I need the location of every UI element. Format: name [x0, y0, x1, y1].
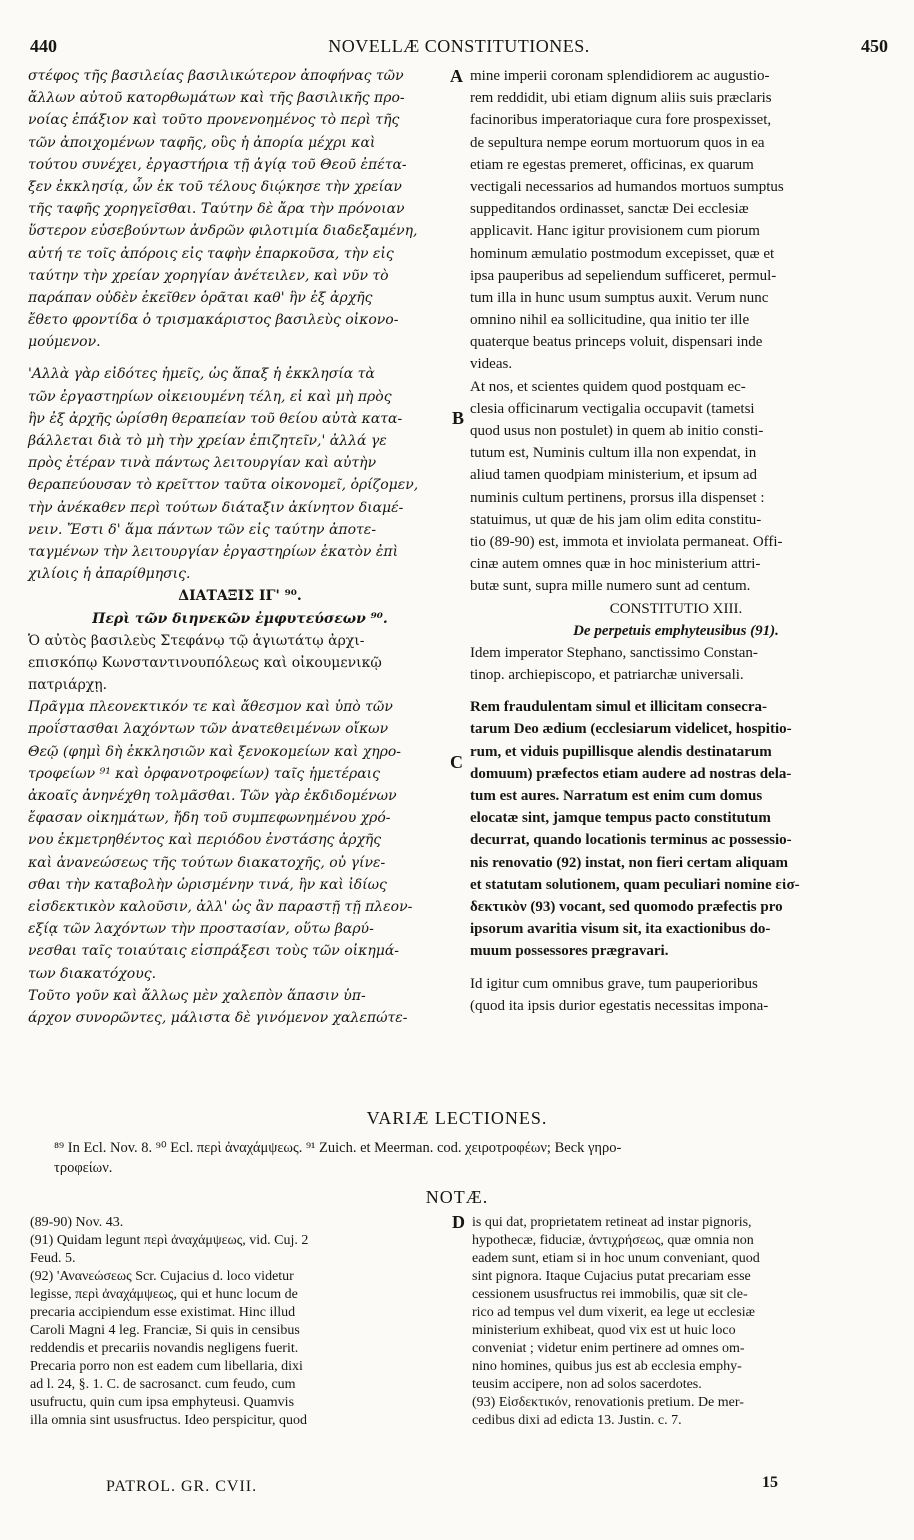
- text-line: applicavit. Hanc igitur provisionem cum piorum: [470, 223, 760, 240]
- text-line: tinop. archiepiscopo, et patriarchæ universali.: [470, 667, 744, 684]
- footer-gathering-number: 15: [762, 1474, 778, 1491]
- text-line: conveniat ; videtur enim pertinere ad omnes om-: [472, 1341, 745, 1356]
- text-line: εξίᾳ τῶν λαχόντων τὴν προστασίαν, οὕτω βαρύ-: [28, 921, 374, 938]
- page-number-right: 450: [861, 36, 888, 56]
- text-line: cedibus dixi ad edicta 13. Justin. c. 7.: [472, 1413, 682, 1428]
- text-line: quod usus non postulet) in quem ab initio consti-: [470, 423, 764, 439]
- text-line: τροφείων ⁹¹ καὶ ὀρφανοτροφείων) ταῖς ἡμετέραις: [28, 765, 380, 782]
- text-line: decurrat, quando locationis terminus ac possessio-: [470, 832, 792, 849]
- text-line: ministerium exhibeat, quod vix est ut huic loco: [472, 1323, 736, 1338]
- text-line: Ὁ αὐτὸς βασιλεὺς Στεφάνῳ τῷ ἁγιωτάτῳ ἀρχι-: [28, 632, 365, 649]
- text-line: muum possessores prægravari.: [470, 943, 669, 960]
- text-line: facinoribus imperatoriaque cura fore prospexisset,: [470, 112, 772, 129]
- page-number-left: 440: [30, 36, 57, 56]
- text-line: hypothecæ, fiduciæ, ἀντιχρήσεως, quæ omnia non: [472, 1233, 754, 1248]
- text-line: δεκτικὸν (93) vocant, sed quomodo præfectis pro: [470, 898, 783, 915]
- text-line: μούμενον.: [28, 334, 101, 351]
- text-line: Precaria porro non est eadem cum libellaria, dixi: [30, 1359, 303, 1374]
- text-line: ΔΙΑΤΑΞΙΣ ΙΓ' ⁹⁰.: [178, 588, 302, 605]
- text-line: καὶ ἀνανεώσεως τῆς τούτων διακατοχῆς, οὐ γίνε-: [28, 854, 386, 871]
- text-line: cessionem ususfructus rei immobilis, quæ sit cle-: [472, 1287, 748, 1302]
- text-line: (89-90) Nov. 43.: [30, 1215, 124, 1230]
- text-line: reddendis et precariis novandis negligens fuerit.: [30, 1341, 299, 1356]
- text-line: εἰσδεκτικὸν καλοῦσιν, ἀλλ' ὡς ἂν παραστῇ τῇ πλεον-: [28, 898, 413, 915]
- notae-right-column: [472, 1214, 884, 1430]
- text-line: Idem imperator Stephano, sanctissimo Constan-: [470, 644, 758, 661]
- text-line: θεραπεύουσαν τὸ κρεῖττον ταῦτα οἰκονομεῖ, ὁρίζομεν,: [28, 477, 419, 494]
- text-line: mine imperii coronam splendidiorem ac augustio-: [470, 68, 770, 84]
- text-line: vectigali necessarios ad humandos mortuos sumptus: [470, 178, 784, 195]
- text-line: sint pignora. Itaque Cujacius putat precariam esse: [472, 1269, 751, 1284]
- text-line: Περὶ τῶν διηνεκῶν ἐμφυτεύσεων ⁹⁰.: [92, 610, 388, 627]
- text-line: Πρᾶγμα πλεονεκτικόν τε καὶ ἄθεσμον καὶ ὑπὸ τῶν: [28, 699, 393, 716]
- text-line: videas.: [470, 356, 513, 373]
- text-line: ⁸⁹ In Ecl. Nov. 8. ⁹⁰ Ecl. περὶ ἀναχάμψεως. ⁹¹ Zuich. et Meerman. cod. χειροτροφέων; Beck γηρο-: [54, 1140, 622, 1156]
- text-line: ipsorum avaritia visum sit, ita exactionibus do-: [470, 921, 771, 938]
- text-line: νοίας ἐπάξιον καὶ τοῦτο προνενοημένος τὸ περὶ τῆς: [28, 112, 400, 129]
- text-line: (91) Quidam legunt περὶ ἀναχάμψεως, vid. Cuj. 2: [30, 1233, 309, 1248]
- text-line: νου ἐκμετρηθέντος καὶ περιόδου ἐνστάσης ἀρχῆς: [28, 832, 382, 849]
- text-line: νεσθαι ταῖς τοιαύταις εἰσπράξεσι τοὺς τῶν οἰκημά-: [28, 943, 400, 960]
- text-line: omnino nihil ea sollicitudine, qua initio ter ille: [470, 312, 750, 329]
- text-line: των διακατόχους.: [28, 965, 157, 982]
- text-line: At nos, et scientes quidem quod postquam ec-: [470, 378, 746, 395]
- text-line: χιλίοις ἡ ἀπαρίθμησις.: [28, 566, 191, 583]
- text-line: πατριάρχῃ.: [28, 677, 108, 694]
- text-line: τούτου συνέχει, ἐργαστήρια τῇ ἁγίᾳ τοῦ Θεοῦ ἐπέτα-: [28, 156, 407, 173]
- text-line: illa omnia sint ususfructus. Ideo perspicitur, quod: [30, 1413, 308, 1428]
- text-line: Rem fraudulentam simul et illicitam consecra-: [470, 699, 768, 716]
- text-line: παράπαν οὐδὲν ἐκεῖθεν ὁρᾶται καθ' ἣν ἐξ ἀρχῆς: [28, 289, 373, 306]
- text-line: tum est aures. Narratum est enim cum domus: [470, 788, 763, 804]
- text-line: domuum) præfectos etiam audere ad nostras dela-: [470, 765, 792, 782]
- text-line: (92) 'Ανανεώσεως Scr. Cujacius d. loco videtur: [30, 1269, 294, 1284]
- text-line: βάλλεται διὰ τὸ μὴ τὴν χρείαν ἐπιζητεῖν,' ἀλλά γε: [28, 433, 387, 449]
- text-line: Τοῦτο γοῦν καὶ ἄλλως μὲν χαλεπὸν ἅπασιν ὑπ-: [28, 987, 366, 1004]
- text-line: (93) Εἰσδεκτικόν, renovationis pretium. De mer-: [472, 1395, 744, 1410]
- text-line: nis renovatio (92) instat, non fieri certam aliquam: [470, 854, 789, 871]
- text-line: ad l. 24, §. 1. C. de sacrosanct. cum feudo, cum: [30, 1377, 296, 1392]
- text-line: ipsa pauperibus ad sepeliendum sufficeret, permul-: [470, 267, 777, 284]
- running-title: NOVELLÆ CONSTITUTIONES.: [328, 36, 590, 56]
- text-line: rico ad tempus vel dum vixerit, ea lege ut ecclesiæ: [472, 1305, 756, 1320]
- text-line: hominum æmulatio postmodum excepisset, quæ et: [470, 245, 775, 262]
- text-line: άρχον συνορῶντες, μάλιστα δὲ γινόμενον χαλεπώτε-: [28, 1009, 408, 1026]
- section-marker-a: A: [450, 66, 463, 86]
- text-line: επισκόπῳ Κωνσταντινουπόλεως καὶ οἰκουμενικῷ: [28, 654, 382, 671]
- text-line: de sepultura nempe eorum mortuorum quos in ea: [470, 134, 765, 151]
- text-line: ἔθετο φροντίδα ὁ τρισμακάριστος βασιλεὺς οἰκονο-: [28, 312, 399, 329]
- text-line: precaria accipiendum esse existimat. Hinc illud: [30, 1305, 296, 1320]
- text-line: rem reddidit, ubi etiam dignum aliis suis præclaris: [470, 90, 772, 107]
- text-line: butæ sunt, supra mille numero sunt ad centum.: [470, 578, 751, 595]
- text-line: tutum est, Numinis cultum illa non expendat, in: [470, 445, 757, 462]
- text-line: eadem sunt, etiam si in hoc unum conveniant, quod: [472, 1251, 760, 1266]
- text-line: στέφος τῆς βασιλείας βασιλικώτερον ἀποφήνας τῶν: [28, 68, 404, 84]
- text-line: ταγμένων τὴν λειτουργίαν ἐργαστηρίων ἑκατὸν ἐπὶ: [28, 543, 399, 560]
- text-line: Θεῷ (φημὶ δὴ ἐκκλησιῶν καὶ ξενοκομείων καὶ χηρο-: [28, 743, 402, 760]
- text-line: τῆς ταφῆς χορηγεῖσθαι. Ταύτην δὲ ἄρα τὴν πρόνοιαν: [28, 201, 405, 218]
- text-line: ταύτην τὴν χρείαν χορηγίαν ἀνέτειλεν, καὶ νῦν τὸ: [28, 267, 389, 284]
- text-line: etiam re egestas premeret, officinas, ex quarum: [470, 156, 754, 173]
- text-line: ὕστερον εὐσεβούντων ἀνδρῶν φιλοτιμία διαδεξαμένη,: [28, 223, 418, 240]
- text-line: suppeditandos ordinasset, sanctæ Dei ecclesiæ: [470, 201, 749, 218]
- text-line: ἀκοαῖς ἀνηνέχθη τολμᾶσθαι. Τῶν γὰρ ἐκδιδομένων: [28, 788, 397, 804]
- text-line: Id igitur cum omnibus grave, tum pauperioribus: [470, 975, 758, 992]
- text-line: statuimus, ut quæ de his jam olim edita constitu-: [470, 511, 762, 528]
- text-line: ἣν ἐξ ἀρχῆς ὡρίσθη θεραπείαν τοῦ θείου αὐτὰ κατα-: [28, 410, 403, 427]
- text-line: numinis cultum pertinens, prorsus illa dispenset :: [470, 489, 765, 506]
- text-line: usufructu, quin cum ipsa emphyteusi. Quamvis: [30, 1395, 295, 1410]
- text-line: et statutam solutionem, quam peculiari nomine εἰσ-: [470, 876, 800, 893]
- text-line: tarum Deo ædium (ecclesiarum videlicet, hospitio-: [470, 721, 792, 738]
- text-line: clesia officinarum vectigalia occupavit (tametsi: [470, 400, 755, 417]
- text-line: aliud tamen quodpiam ministerium, et ipsum ad: [470, 467, 758, 484]
- text-line: τροφείων.: [54, 1160, 113, 1176]
- text-line: tio (89-90) est, immota et inviolata permaneat. Offi-: [470, 533, 783, 550]
- text-line: nino homines, quibus jus est ab ecclesia emphy-: [472, 1359, 742, 1374]
- notae-left-column: [30, 1214, 450, 1430]
- text-line: πρὸς ἑτέραν τινὰ πάντως λειτουργίαν καὶ αὐτὴν: [28, 455, 377, 472]
- footer-signature: PATROL. GR. CVII.: [106, 1478, 258, 1495]
- section-marker-d: D: [452, 1212, 465, 1232]
- text-line: quaterque beatus princeps voluit, dispensari inde: [470, 334, 763, 351]
- variae-lectiones-heading: VARIÆ LECTIONES.: [366, 1108, 548, 1128]
- text-line: [28, 353, 452, 363]
- section-marker-b: B: [452, 408, 465, 428]
- section-marker-c: C: [450, 752, 463, 772]
- text-line: αὐτή τε τοῖς ἀπόροις εἰς ταφὴν ἐπαρκοῦσα, τὴν εἰς: [28, 245, 394, 262]
- text-line: CONSTITUTIO XIII.: [609, 600, 743, 617]
- latin-text-column: [470, 65, 882, 1017]
- text-line: tum illa in hunc usum sumptus auxit. Verum nunc: [470, 289, 769, 306]
- text-line: ξεν ἐκκλησίᾳ, ὧν ἐκ τοῦ τέλους διῴκησε τὴν χρείαν: [28, 178, 402, 195]
- text-line: cinæ autem omnes quæ in hoc ministerium attri-: [470, 556, 761, 573]
- text-line: (quod ita ipsis durior egestatis necessitas impona-: [470, 997, 769, 1014]
- text-line: is qui dat, proprietatem retineat ad instar pignoris,: [472, 1215, 752, 1230]
- text-line: σθαι τὴν καταβολὴν ὡρισμένην τινά, ἣν καὶ ἰδίως: [28, 876, 387, 893]
- text-line: [470, 963, 882, 973]
- text-line: νειν. Ἔστι δ' ἅμα πάντων τῶν εἰς ταύτην ἀποτε-: [28, 521, 377, 538]
- text-line: τῶν ἀποιχομένων ταφῆς, οὓς ἡ ἀπορία μέχρι καὶ: [28, 134, 376, 151]
- text-line: legisse, περὶ ἀναχάμψεως, qui et hunc locum de: [30, 1287, 298, 1302]
- text-line: Feud. 5.: [30, 1251, 76, 1266]
- text-line: [470, 686, 882, 696]
- text-line: rum, et viduis pupillisque alendis destinatarum: [470, 743, 772, 760]
- text-line: elocatæ sint, jamque tempus pacto constitutum: [470, 810, 771, 827]
- text-line: τῶν ἐργαστηρίων οἰκειουμένη τέλη, εἰ καὶ μὴ πρὸς: [28, 388, 392, 405]
- text-line: τὴν ἀνέκαθεν περὶ τούτων διάταξιν ἀκίνητον διαμέ-: [28, 499, 404, 516]
- greek-text-column: [28, 65, 452, 1029]
- text-line: ἄλλων αὐτοῦ κατορθωμάτων καὶ τῆς βασιλικῆς προ-: [28, 90, 405, 107]
- page-header: [30, 36, 888, 60]
- notae-heading: NOTÆ.: [425, 1187, 489, 1207]
- text-line: προΐστασθαι λαχόντων τῶν ἀνατεθειμένων οἴκων: [28, 721, 389, 738]
- text-line: teusim accipere, non ad solos sacerdotes.: [472, 1377, 702, 1392]
- text-line: Caroli Magni 4 leg. Franciæ, Si quis in censibus: [30, 1323, 300, 1338]
- text-line: 'Αλλὰ γὰρ εἰδότες ἡμεῖς, ὡς ἅπαξ ἡ ἐκκλησία τὰ: [28, 366, 375, 383]
- text-line: De perpetuis emphyteusibus (91).: [573, 622, 779, 639]
- text-line: ἔφασαν οἰκημάτων, ἤδη τοῦ συμπεφωνημένου χρό-: [28, 810, 391, 827]
- variae-lectiones-lines: [54, 1138, 884, 1178]
